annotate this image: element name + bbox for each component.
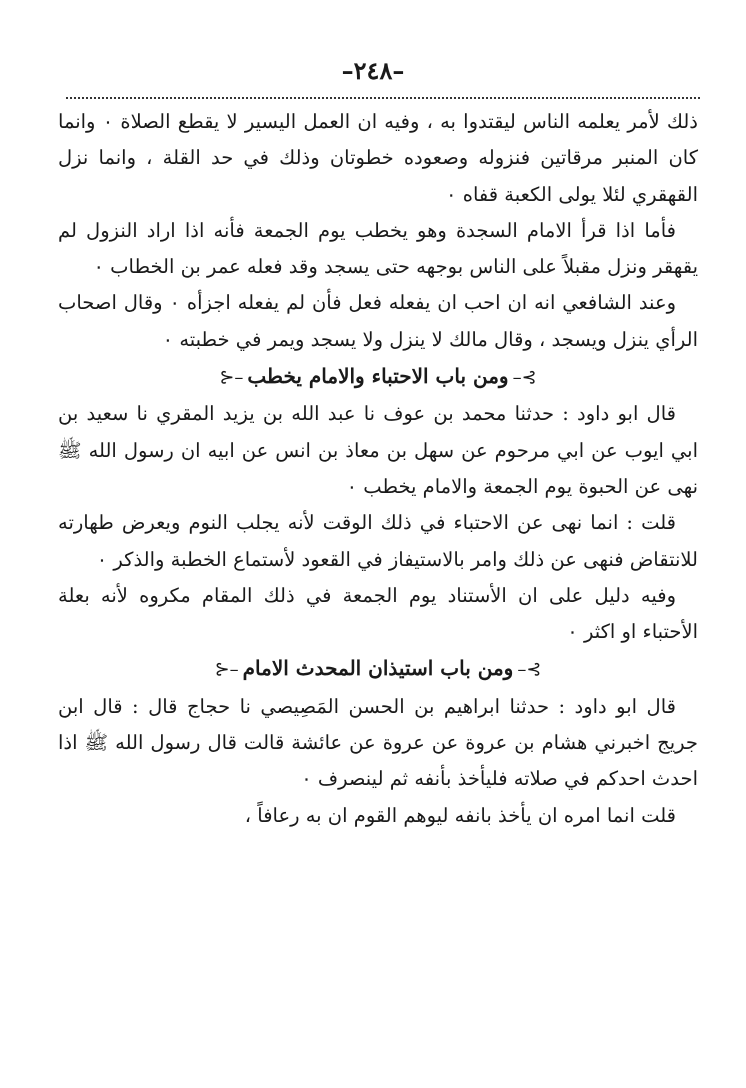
section-heading bbox=[58, 358, 698, 396]
paragraph: ذلك لأمر يعلمه الناس ليقتدوا به ، وفيه ان العمل اليسير لا يقطع الصلاة ٠ وانما كان المنبر مرقاتين فنزوله وصعوده خطوتان وذلك في حد القلة ، وانما نزل القهقري لئلا يولى الكعبة قفاه ٠ bbox=[58, 110, 698, 206]
paragraph: قلت انما امره ان يأخذ بانفه ليوهم القوم ان به رعافاً ، bbox=[244, 803, 676, 827]
paragraph: قال ابو داود : حدثنا محمد بن عوف نا عبد الله بن يزيد المقري نا سعيد بن ابي ايوب عن ابي مرحوم عن سهل بن معاذ بن انس عن ابيه ان رسول الله ﷺ نهى عن الحبوة يوم الجمعة والامام يخطب ٠ bbox=[58, 402, 698, 498]
section-heading-text: ومن باب استيذان المحدث الامام bbox=[242, 656, 514, 681]
paragraph: قال ابو داود : حدثنا ابراهيم بن الحسن المَصِيصي نا حجاج قال : قال ابن جريج اخبرني هشام بن عروة عن عروة عن عائشة قالت قال رسول الله ﷺ اذا احدث احدكم في صلاته فليأخذ بأنفه ثم لينصرف ٠ bbox=[58, 694, 698, 791]
heading-ornament: –⊰ bbox=[219, 367, 244, 389]
paragraph: وعند الشافعي انه ان احب ان يفعله فعل فأن لم يفعله اجزأه ٠ وقال اصحاب الرأي ينزل ويسجد ، وقال مالك لا ينزل ولا يسجد ويمر في خطبته ٠ bbox=[58, 291, 698, 351]
page-number: –٢٤٨– bbox=[341, 56, 405, 85]
heading-ornament: ⊱– bbox=[512, 367, 537, 389]
paragraph: وفيه دليل على ان الأستناد يوم الجمعة في ذلك المقام مكروه لأنه بعلة الأحتباء او اكثر ٠ bbox=[58, 583, 698, 644]
paragraph: قلت : انما نهى عن الاحتباء في ذلك الوقت لأنه يجلب النوم ويعرض طهارته للانتقاض فنهى عن ذلك وامر بالاستيفاز في القعود لأستماع الخطبة والذكر ٠ bbox=[58, 511, 698, 571]
paragraph: فأما اذا قرأ الامام السجدة وهو يخطب يوم الجمعة فأنه اذا اراد النزول لم يقهقر ونزل مقبلاً على الناس بوجهه حتى يسجد وقد فعله عمر بن الخطاب ٠ bbox=[58, 218, 698, 279]
heading-ornament: ⊱– bbox=[517, 659, 542, 681]
page-body bbox=[58, 104, 698, 834]
heading-ornament: –⊰ bbox=[214, 659, 239, 681]
section-heading bbox=[58, 650, 698, 688]
section-heading-text: ومن باب الاحتباء والامام يخطب bbox=[247, 364, 509, 389]
header-divider bbox=[66, 97, 700, 99]
